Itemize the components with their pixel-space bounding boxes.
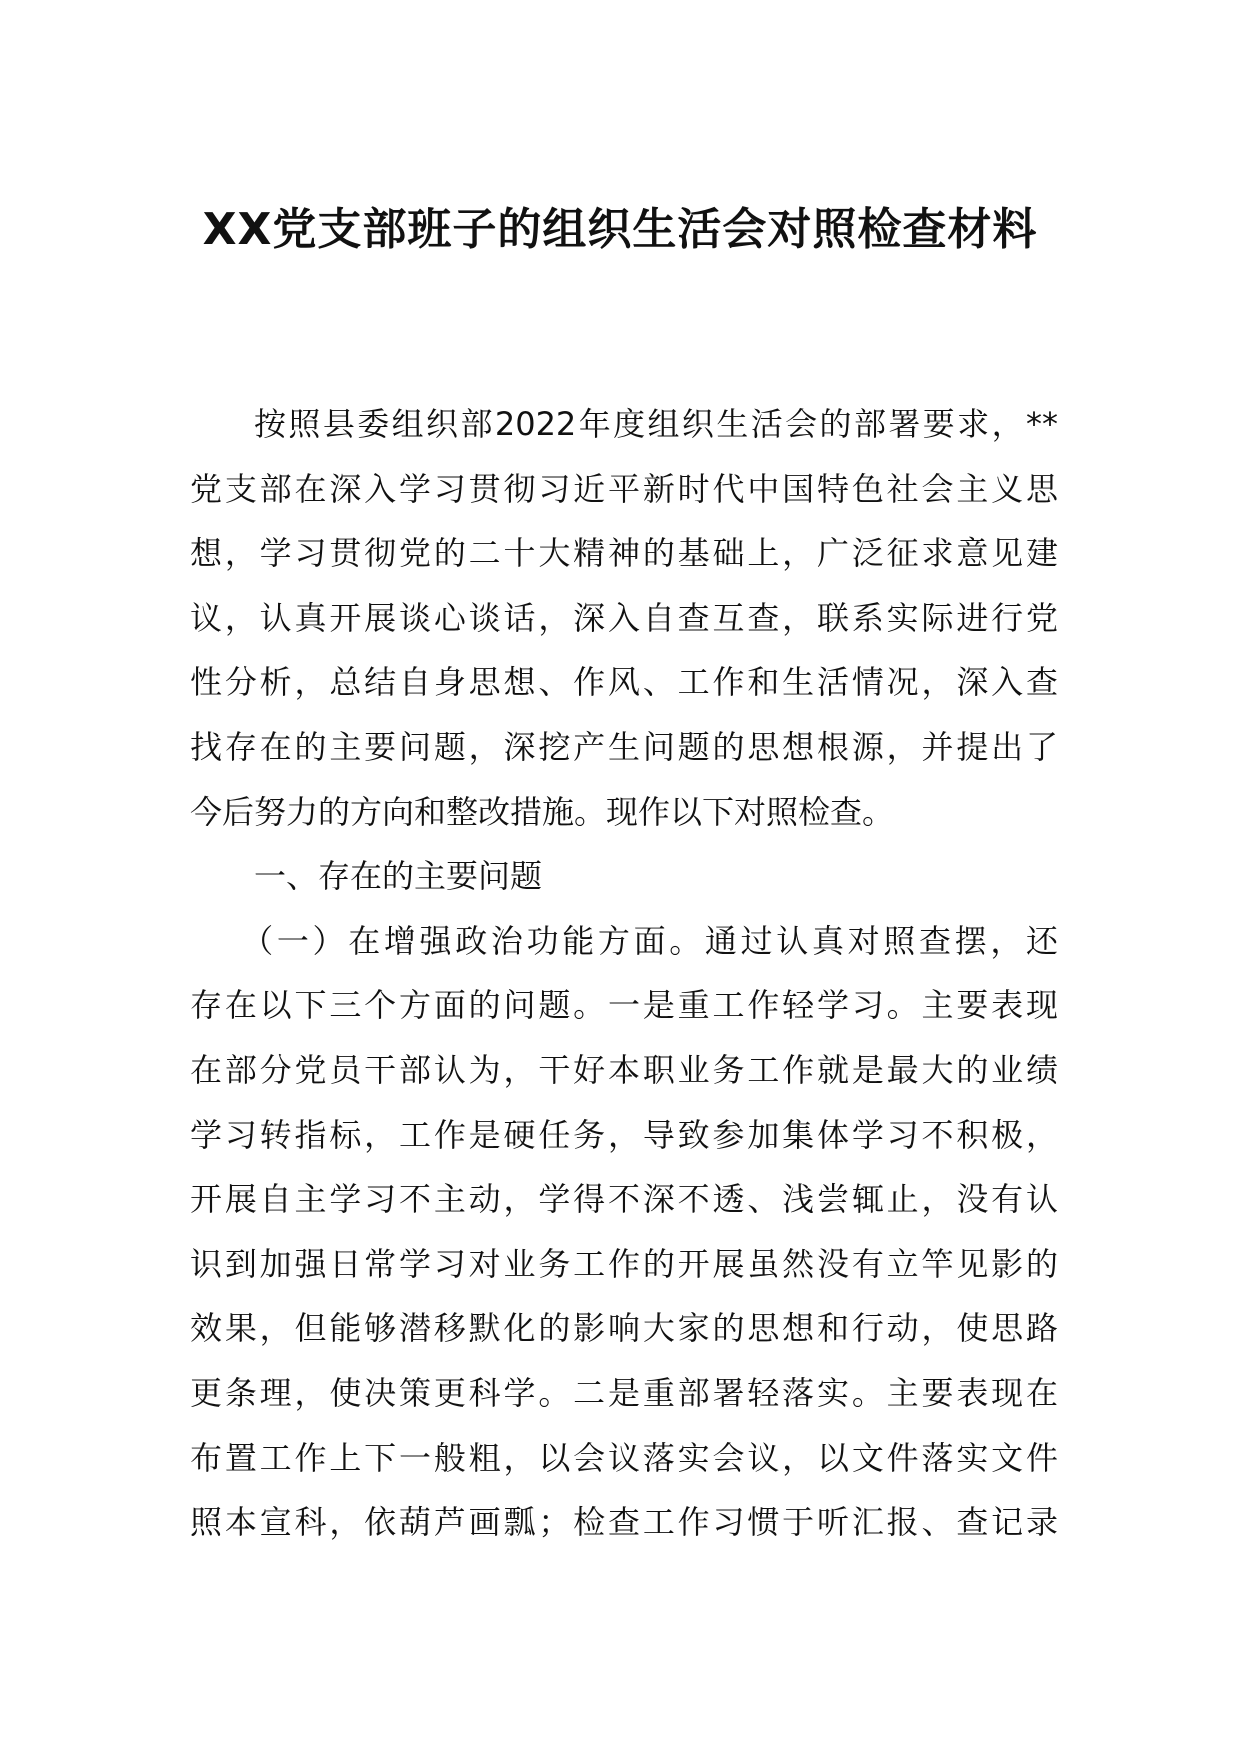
text-line: 更条理，使决策更科学。二是重部署轻落实。主要表现在 [190, 1373, 1058, 1412]
text-line: 识到加强日常学习对业务工作的开展虽然没有立竿见影的 [190, 1244, 1058, 1283]
text-line: 议，认真开展谈心谈话，深入自查互查，联系实际进行党 [190, 598, 1058, 637]
text-line: 布置工作上下一般粗，以会议落实会议，以文件落实文件 [190, 1438, 1058, 1477]
text-line: 按照县委组织部2022年度组织生活会的部署要求，** [254, 405, 1058, 443]
text-line: 性分析，总结自身思想、作风、工作和生活情况，深入查 [190, 663, 1058, 702]
text-line: 今后努力的方向和整改措施。现作以下对照检查。 [190, 792, 895, 831]
text-line: 照本宣科，依葫芦画瓢；检查工作习惯于听汇报、查记录 [190, 1503, 1058, 1542]
document-title: XX党支部班子的组织生活会对照检查材料 [202, 204, 1038, 255]
text-line: 党支部在深入学习贯彻习近平新时代中国特色社会主义思 [190, 469, 1058, 508]
text-line: 找存在的主要问题，深挖产生问题的思想根源，并提出了 [190, 727, 1058, 766]
text-line: 学习转指标，工作是硬任务，导致参加集体学习不积极， [190, 1115, 1058, 1154]
text-line: （一）在增强政治功能方面。通过认真对照查摆，还 [241, 921, 1058, 960]
text-line: 效果，但能够潜移默化的影响大家的思想和行动，使思路 [190, 1309, 1058, 1348]
text-line: 存在以下三个方面的问题。一是重工作轻学习。主要表现 [190, 986, 1058, 1025]
text-line: 开展自主学习不主动，学得不深不透、浅尝辄止，没有认 [190, 1180, 1058, 1219]
text-line: 在部分党员干部认为，干好本职业务工作就是最大的业绩 [190, 1050, 1058, 1089]
text-line: 想，学习贯彻党的二十大精神的基础上，广泛征求意见建 [190, 534, 1058, 573]
paragraph-intro [190, 392, 1058, 844]
document-body [190, 392, 1058, 1555]
text-line: 一、存在的主要问题 [254, 857, 543, 896]
paragraph-political-function [190, 909, 1058, 1555]
section-heading-problems [190, 844, 1058, 909]
